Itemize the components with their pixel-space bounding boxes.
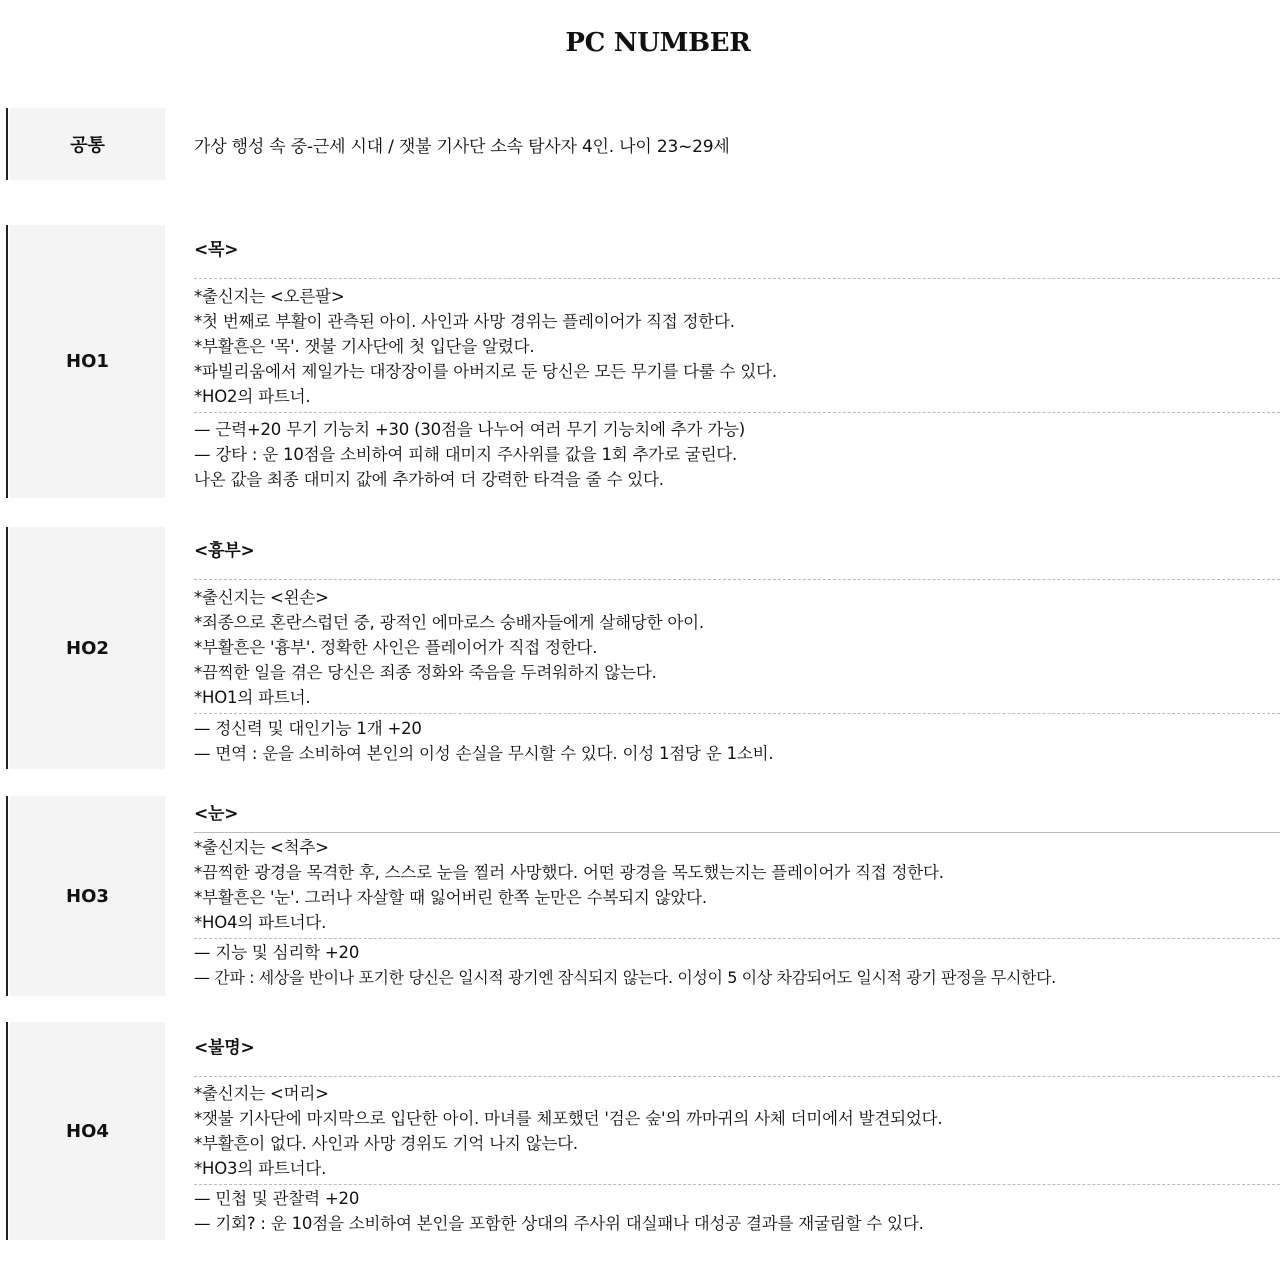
- ho4-section: [6, 1022, 1280, 1240]
- common-text: 가상 행성 속 중-근세 시대 / 잿불 기사단 소속 탐사자 4인. 나이 23~29세: [194, 136, 730, 157]
- detail-line: *출신지는 <척추>: [194, 838, 329, 857]
- ho1-label: HO1: [10, 225, 165, 498]
- detail-line: *출신지는 <오른팔>: [194, 287, 345, 306]
- detail-line: *끔찍한 광경을 목격한 후, 스스로 눈을 찔러 사망했다. 어떤 광경을 목도했는지는 플레이어가 직접 정한다.: [194, 863, 944, 882]
- ability-line: — 간파 : 세상을 반이나 포기한 당신은 일시적 광기엔 잠식되지 않는다. 이성이 5 이상 차감되어도 일시적 광기 판정을 무시한다.: [194, 968, 1056, 987]
- ability-line: — 정신력 및 대인기능 1개 +20: [194, 719, 422, 738]
- detail-line: *잿불 기사단에 마지막으로 입단한 아이. 마녀를 체포했던 '검은 숲'의 까마귀의 사체 더미에서 발견되었다.: [194, 1109, 943, 1128]
- ho2-heading: <흉부>: [194, 541, 255, 561]
- ho3-label: HO3: [10, 796, 165, 996]
- divider: [194, 412, 1280, 413]
- divider: [194, 579, 1280, 580]
- detail-line: *파빌리움에서 제일가는 대장장이를 아버지로 둔 당신은 모든 무기를 다룰 수 있다.: [194, 362, 777, 381]
- ho2-label: HO2: [10, 527, 165, 769]
- detail-line: *출신지는 <머리>: [194, 1084, 329, 1103]
- ho4-heading: <불명>: [194, 1038, 255, 1058]
- detail-line: *부활흔은 '흉부'. 정확한 사인은 플레이어가 직접 정한다.: [194, 638, 598, 657]
- divider: [194, 278, 1280, 279]
- divider: [194, 713, 1280, 714]
- detail-line: *HO3의 파트너다.: [194, 1159, 327, 1178]
- ho4-content: [194, 1036, 1280, 1236]
- divider: [194, 832, 1280, 833]
- detail-line: *죄종으로 혼란스럽던 중, 광적인 에마로스 숭배자들에게 살해당한 아이.: [194, 613, 704, 632]
- divider: [194, 1076, 1280, 1077]
- ability-line: — 근력+20 무기 기능치 +30 (30점을 나누어 여러 무기 기능치에 추가 가능): [194, 420, 746, 439]
- ho1-heading: <목>: [194, 240, 239, 260]
- detail-line: *부활흔이 없다. 사인과 사망 경위도 기억 나지 않는다.: [194, 1134, 578, 1153]
- ho3-heading: <눈>: [194, 804, 239, 824]
- ho2-section: [6, 527, 1280, 769]
- ho3-content: [194, 802, 1280, 990]
- detail-line: *HO4의 파트너다.: [194, 913, 327, 932]
- page-title: PC NUMBER: [565, 28, 751, 58]
- divider: [194, 938, 1280, 939]
- detail-line: *부활흔은 '눈'. 그러나 자살할 때 잃어버린 한쪽 눈만은 수복되지 않았다.: [194, 888, 707, 907]
- detail-line: *HO1의 파트너.: [194, 688, 311, 707]
- common-label: 공통: [10, 108, 165, 180]
- ho3-section: [6, 796, 1280, 996]
- divider: [194, 1184, 1280, 1185]
- common-section: [6, 108, 1280, 180]
- detail-line: *HO2의 파트너.: [194, 387, 311, 406]
- ho1-section: [6, 225, 1280, 498]
- ho2-content: [194, 539, 1280, 766]
- ability-line: — 민첩 및 관찰력 +20: [194, 1189, 360, 1208]
- ability-line: — 면역 : 운을 소비하여 본인의 이성 손실을 무시할 수 있다. 이성 1점당 운 1소비.: [194, 744, 774, 763]
- ho4-label: HO4: [10, 1022, 165, 1240]
- detail-line: *끔찍한 일을 겪은 당신은 죄종 정화와 죽음을 두려워하지 않는다.: [194, 663, 657, 682]
- detail-line: *부활흔은 '목'. 잿불 기사단에 첫 입단을 알렸다.: [194, 337, 535, 356]
- detail-line: *첫 번째로 부활이 관측된 아이. 사인과 사망 경위는 플레이어가 직접 정한다.: [194, 312, 735, 331]
- ability-line: — 기회? : 운 10점을 소비하여 본인을 포함한 상대의 주사위 대실패나 대성공 결과를 재굴림할 수 있다.: [194, 1214, 924, 1233]
- detail-line: *출신지는 <왼손>: [194, 588, 329, 607]
- ability-line: 나온 값을 최종 대미지 값에 추가하여 더 강력한 타격을 줄 수 있다.: [194, 470, 664, 489]
- ability-line: — 강타 : 운 10점을 소비하여 피해 대미지 주사위를 값을 1회 추가로 굴린다.: [194, 445, 738, 464]
- ability-line: — 지능 및 심리학 +20: [194, 943, 360, 962]
- ho1-content: [194, 238, 1280, 492]
